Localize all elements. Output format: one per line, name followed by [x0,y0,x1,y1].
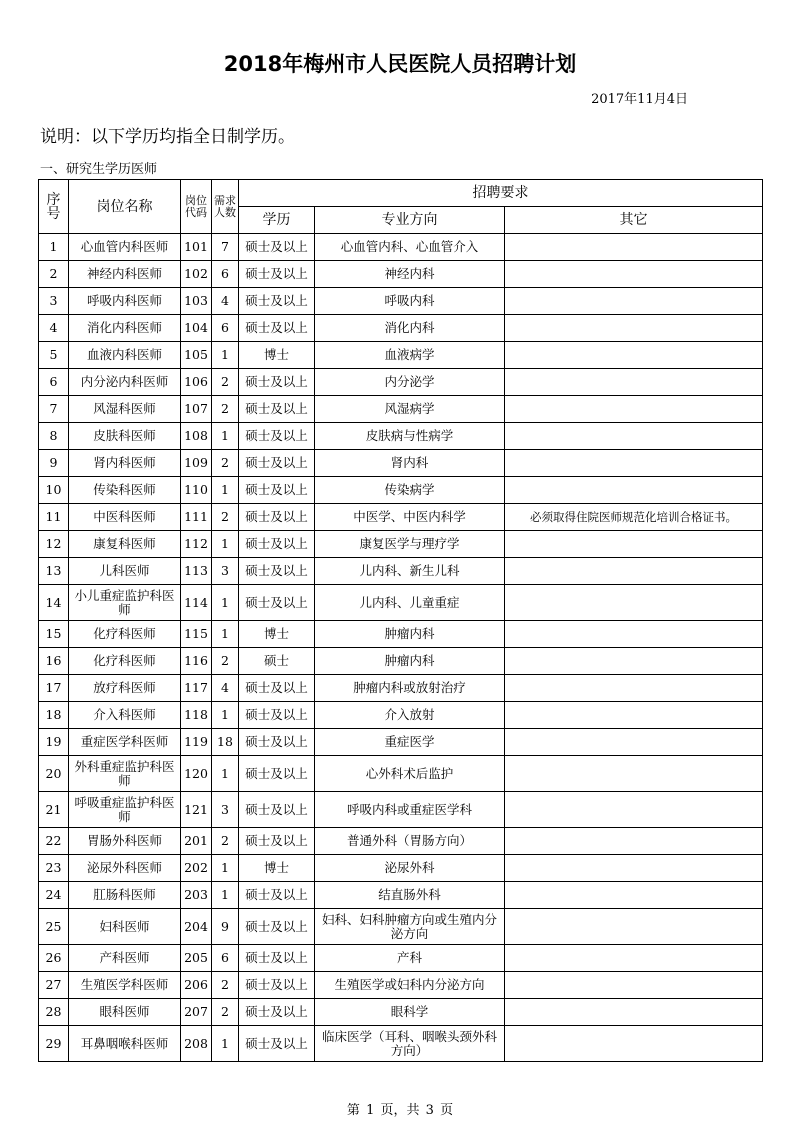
footer-page-number: 1 [366,1103,375,1118]
cell-other [505,909,763,945]
table-row [39,792,763,828]
cell-count: 2 [212,396,239,423]
cell-major: 产科 [315,945,505,972]
cell-position: 呼吸内科医师 [69,288,181,315]
cell-position: 呼吸重症监护科医师 [69,792,181,828]
cell-education: 硕士及以上 [239,234,315,261]
cell-major: 康复医学与理疗学 [315,531,505,558]
cell-education: 硕士及以上 [239,972,315,999]
cell-other [505,450,763,477]
cell-count: 2 [212,999,239,1026]
cell-major: 介入放射 [315,702,505,729]
cell-count: 6 [212,945,239,972]
cell-code: 108 [181,423,212,450]
cell-seq: 8 [39,423,69,450]
cell-code: 206 [181,972,212,999]
cell-code: 203 [181,882,212,909]
cell-seq: 20 [39,756,69,792]
cell-other [505,531,763,558]
cell-count: 1 [212,342,239,369]
cell-seq: 5 [39,342,69,369]
cell-count: 6 [212,315,239,342]
cell-education: 硕士及以上 [239,702,315,729]
cell-education: 博士 [239,621,315,648]
cell-position: 眼科医师 [69,999,181,1026]
table-body [39,234,763,1062]
cell-major: 儿内科、儿童重症 [315,585,505,621]
cell-education: 硕士及以上 [239,945,315,972]
cell-seq: 24 [39,882,69,909]
cell-education: 硕士及以上 [239,1026,315,1062]
cell-seq: 7 [39,396,69,423]
cell-education: 硕士及以上 [239,558,315,585]
cell-position: 重症医学科医师 [69,729,181,756]
cell-other [505,396,763,423]
footer-middle: 页，共 [380,1103,420,1118]
cell-other [505,585,763,621]
cell-code: 117 [181,675,212,702]
table-row [39,1026,763,1062]
cell-count: 3 [212,558,239,585]
cell-seq: 6 [39,369,69,396]
cell-code: 104 [181,315,212,342]
cell-major: 眼科学 [315,999,505,1026]
cell-code: 111 [181,504,212,531]
table-row [39,909,763,945]
cell-code: 114 [181,585,212,621]
cell-education: 硕士及以上 [239,261,315,288]
cell-education: 硕士及以上 [239,792,315,828]
header-major: 专业方向 [315,207,505,234]
cell-code: 201 [181,828,212,855]
cell-count: 6 [212,261,239,288]
cell-seq: 3 [39,288,69,315]
cell-other [505,423,763,450]
cell-other [505,648,763,675]
cell-other [505,342,763,369]
cell-code: 102 [181,261,212,288]
cell-major: 重症医学 [315,729,505,756]
cell-education: 硕士及以上 [239,423,315,450]
cell-major: 心外科术后监护 [315,756,505,792]
cell-other [505,288,763,315]
cell-position: 皮肤科医师 [69,423,181,450]
cell-code: 107 [181,396,212,423]
table-row [39,648,763,675]
page-footer [0,1099,800,1118]
cell-seq: 23 [39,855,69,882]
cell-count: 2 [212,828,239,855]
header-count: 需求人数 [212,180,239,234]
cell-position: 肛肠科医师 [69,882,181,909]
cell-code: 113 [181,558,212,585]
header-position: 岗位名称 [69,180,181,234]
cell-count: 7 [212,234,239,261]
cell-count: 2 [212,450,239,477]
cell-other [505,1026,763,1062]
cell-education: 硕士及以上 [239,477,315,504]
cell-seq: 18 [39,702,69,729]
cell-position: 传染科医师 [69,477,181,504]
cell-code: 109 [181,450,212,477]
cell-count: 2 [212,972,239,999]
cell-education: 博士 [239,342,315,369]
cell-other [505,675,763,702]
cell-position: 胃肠外科医师 [69,828,181,855]
table-row [39,675,763,702]
cell-count: 4 [212,675,239,702]
table-row [39,999,763,1026]
cell-major: 妇科、妇科肿瘤方向或生殖内分泌方向 [315,909,505,945]
cell-count: 2 [212,648,239,675]
cell-position: 儿科医师 [69,558,181,585]
cell-count: 2 [212,369,239,396]
cell-position: 心血管内科医师 [69,234,181,261]
cell-other [505,792,763,828]
cell-code: 202 [181,855,212,882]
footer-prefix: 第 [346,1103,360,1118]
table-row [39,558,763,585]
cell-code: 208 [181,1026,212,1062]
cell-major: 心血管内科、心血管介入 [315,234,505,261]
cell-other [505,855,763,882]
table-row [39,504,763,531]
cell-count: 1 [212,531,239,558]
cell-position: 神经内科医师 [69,261,181,288]
cell-education: 硕士及以上 [239,504,315,531]
cell-seq: 17 [39,675,69,702]
cell-position: 血液内科医师 [69,342,181,369]
table-row [39,945,763,972]
cell-seq: 13 [39,558,69,585]
cell-code: 106 [181,369,212,396]
cell-education: 硕士及以上 [239,729,315,756]
cell-education: 硕士及以上 [239,288,315,315]
cell-other [505,828,763,855]
cell-major: 传染病学 [315,477,505,504]
cell-code: 121 [181,792,212,828]
cell-position: 化疗科医师 [69,648,181,675]
table-row [39,621,763,648]
cell-code: 119 [181,729,212,756]
cell-position: 消化内科医师 [69,315,181,342]
cell-count: 1 [212,477,239,504]
cell-count: 1 [212,585,239,621]
cell-major: 风湿病学 [315,396,505,423]
cell-major: 血液病学 [315,342,505,369]
cell-other [505,702,763,729]
cell-major: 肿瘤内科 [315,648,505,675]
header-education: 学历 [239,207,315,234]
cell-seq: 28 [39,999,69,1026]
cell-code: 112 [181,531,212,558]
cell-education: 硕士及以上 [239,369,315,396]
cell-count: 1 [212,423,239,450]
table-row [39,477,763,504]
cell-education: 硕士及以上 [239,999,315,1026]
cell-major: 结直肠外科 [315,882,505,909]
cell-seq: 14 [39,585,69,621]
table-row [39,369,763,396]
cell-other [505,261,763,288]
cell-other [505,315,763,342]
recruitment-table [38,179,763,1062]
cell-major: 神经内科 [315,261,505,288]
cell-count: 9 [212,909,239,945]
cell-education: 硕士及以上 [239,585,315,621]
cell-other [505,477,763,504]
cell-seq: 16 [39,648,69,675]
cell-code: 105 [181,342,212,369]
cell-code: 115 [181,621,212,648]
cell-education: 硕士及以上 [239,315,315,342]
cell-major: 儿内科、新生儿科 [315,558,505,585]
cell-seq: 11 [39,504,69,531]
cell-other [505,945,763,972]
cell-count: 4 [212,288,239,315]
header-code: 岗位代码 [181,180,212,234]
table-row [39,828,763,855]
cell-seq: 27 [39,972,69,999]
cell-position: 产科医师 [69,945,181,972]
cell-seq: 26 [39,945,69,972]
cell-other [505,972,763,999]
cell-position: 风湿科医师 [69,396,181,423]
cell-count: 1 [212,756,239,792]
cell-seq: 21 [39,792,69,828]
cell-education: 博士 [239,855,315,882]
table-row [39,531,763,558]
cell-other [505,369,763,396]
cell-seq: 22 [39,828,69,855]
table-row [39,585,763,621]
cell-position: 内分泌内科医师 [69,369,181,396]
footer-suffix: 页 [440,1103,454,1118]
table-row [39,396,763,423]
cell-count: 3 [212,792,239,828]
cell-position: 小儿重症监护科医师 [69,585,181,621]
cell-other [505,558,763,585]
cell-education: 硕士及以上 [239,396,315,423]
table-row [39,729,763,756]
cell-count: 1 [212,882,239,909]
cell-education: 硕士及以上 [239,909,315,945]
cell-seq: 10 [39,477,69,504]
cell-position: 介入科医师 [69,702,181,729]
cell-count: 18 [212,729,239,756]
cell-education: 硕士及以上 [239,828,315,855]
cell-seq: 29 [39,1026,69,1062]
cell-major: 肿瘤内科或放射治疗 [315,675,505,702]
cell-other [505,729,763,756]
table-row [39,423,763,450]
page-title: 2018年梅州市人民医院人员招聘计划 [223,52,577,76]
cell-position: 化疗科医师 [69,621,181,648]
cell-position: 生殖医学科医师 [69,972,181,999]
cell-code: 118 [181,702,212,729]
table-row [39,855,763,882]
cell-education: 硕士及以上 [239,756,315,792]
cell-code: 204 [181,909,212,945]
cell-seq: 25 [39,909,69,945]
table-row [39,450,763,477]
cell-major: 呼吸内科 [315,288,505,315]
cell-major: 普通外科（胃肠方向） [315,828,505,855]
table-row [39,342,763,369]
cell-major: 皮肤病与性病学 [315,423,505,450]
cell-code: 110 [181,477,212,504]
section-title: 一、研究生学历医师 [40,162,158,177]
cell-education: 硕士 [239,648,315,675]
cell-position: 中医科医师 [69,504,181,531]
header-seq: 序号 [39,180,69,234]
table-row [39,288,763,315]
cell-seq: 12 [39,531,69,558]
cell-position: 外科重症监护科医师 [69,756,181,792]
cell-other [505,621,763,648]
cell-code: 120 [181,756,212,792]
cell-position: 康复科医师 [69,531,181,558]
cell-other [505,999,763,1026]
cell-seq: 19 [39,729,69,756]
cell-major: 生殖医学或妇科内分泌方向 [315,972,505,999]
cell-major: 泌尿外科 [315,855,505,882]
cell-code: 207 [181,999,212,1026]
cell-seq: 15 [39,621,69,648]
cell-code: 205 [181,945,212,972]
cell-other [505,234,763,261]
cell-seq: 4 [39,315,69,342]
cell-major: 消化内科 [315,315,505,342]
header-requirements: 招聘要求 [239,180,763,207]
table-row [39,234,763,261]
cell-code: 116 [181,648,212,675]
table-row [39,702,763,729]
cell-count: 1 [212,1026,239,1062]
cell-major: 呼吸内科或重症医学科 [315,792,505,828]
cell-position: 妇科医师 [69,909,181,945]
header-other: 其它 [505,207,763,234]
document-date: 2017年11月4日 [591,92,688,107]
cell-major: 内分泌学 [315,369,505,396]
cell-education: 硕士及以上 [239,450,315,477]
cell-major: 中医学、中医内科学 [315,504,505,531]
cell-major: 肾内科 [315,450,505,477]
cell-seq: 9 [39,450,69,477]
table-row [39,972,763,999]
cell-position: 耳鼻咽喉科医师 [69,1026,181,1062]
table-row [39,756,763,792]
cell-position: 放疗科医师 [69,675,181,702]
cell-count: 1 [212,855,239,882]
cell-major: 临床医学（耳科、咽喉头颈外科方向） [315,1026,505,1062]
cell-position: 泌尿外科医师 [69,855,181,882]
cell-major: 肿瘤内科 [315,621,505,648]
table-row [39,261,763,288]
cell-code: 103 [181,288,212,315]
footer-total-pages: 3 [425,1103,434,1118]
cell-other [505,756,763,792]
cell-code: 101 [181,234,212,261]
cell-education: 硕士及以上 [239,882,315,909]
table-row [39,315,763,342]
cell-count: 1 [212,702,239,729]
table-row [39,882,763,909]
cell-count: 1 [212,621,239,648]
cell-other [505,882,763,909]
cell-seq: 2 [39,261,69,288]
cell-count: 2 [212,504,239,531]
cell-education: 硕士及以上 [239,675,315,702]
cell-other: 必须取得住院医师规范化培训合格证书。 [505,504,763,531]
cell-seq: 1 [39,234,69,261]
document-note: 说明：以下学历均指全日制学历。 [40,127,295,147]
cell-education: 硕士及以上 [239,531,315,558]
cell-position: 肾内科医师 [69,450,181,477]
